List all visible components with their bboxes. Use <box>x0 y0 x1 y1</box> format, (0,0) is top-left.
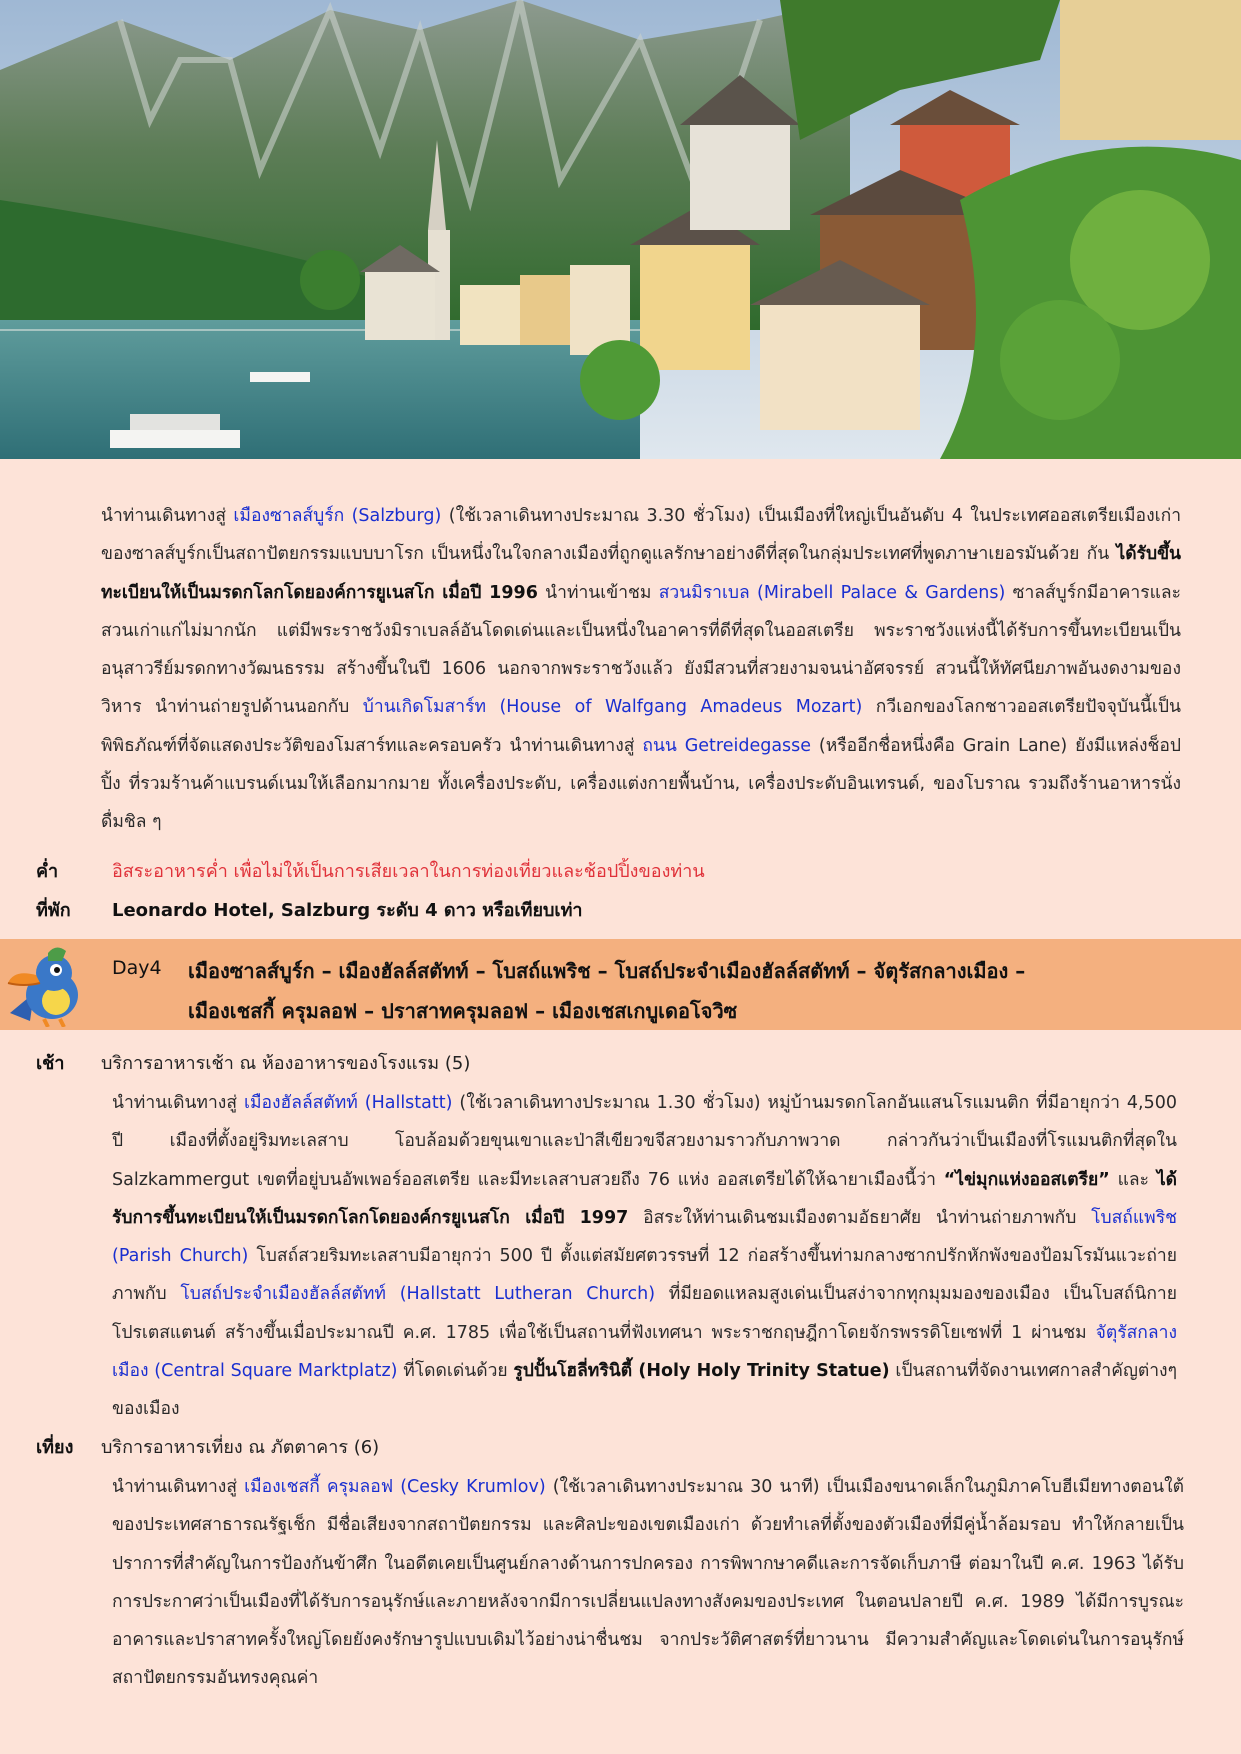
day4-title-line2: เมืองเชสกี้ ครุมลอฟ – ปราสาทครุมลอฟ – เมืองเชสเกบูเดอโจวิซ <box>188 999 738 1023</box>
bold-phrase: ได้รับขึ้นทะเบียนให้เป็นมรดกโลกโดยองค์การยูเนสโก เมื่อปี 1996 <box>101 544 1181 603</box>
breakfast-row <box>0 1046 1241 1082</box>
breakfast-label: เช้า <box>36 1053 65 1074</box>
text-run: โบสถ์สวยริมทะเลสาบมีอายุกว่า 500 ปี ตั้งแต่สมัยศตวรรษที่ 12 ก่อสร้างขึ้นท่ามกลางซากปรักหักพังของป้อมโรมันแวะถ่ายภาพกับ <box>112 1246 1177 1305</box>
salzburg-paragraph <box>101 497 1181 842</box>
day-number: Day4 <box>112 957 162 979</box>
day4-title <box>188 951 1208 1031</box>
text-run: นำท่านเดินทางสู่ <box>112 1093 244 1113</box>
hotel-label: ที่พัก <box>36 900 71 921</box>
lunch-row <box>0 1430 1241 1466</box>
place-name-highlight: บ้านเกิดโมสาร์ท (House of Walfgang Amadeus Mozart) <box>362 697 863 718</box>
place-name-highlight: เมืองซาลส์บูร์ก (Salzburg) <box>233 506 442 526</box>
dinner-row <box>0 854 1241 890</box>
bold-phrase: “ไข่มุกแห่งออสเตรีย” <box>943 1169 1110 1190</box>
text-run: นำท่านเข้าชม <box>537 582 659 603</box>
breakfast-text: บริการอาหารเช้า ณ ห้องอาหารของโรงแรม (5) <box>101 1053 471 1074</box>
text-run: เป็นสถานที่จัดงานเทศกาลสำคัญต่างๆของเมือง <box>112 1361 1177 1420</box>
text-run: นำท่านเดินทางสู่ <box>101 506 234 526</box>
dinner-text: อิสระอาหารค่ำ เพื่อไม่ให้เป็นการเสียเวลาในการท่องเที่ยวและช้อปปิ้งของท่าน <box>112 861 705 882</box>
text-run: กวีเอกของโลกชาวออสเตรียปัจจุบันนี้เป็นพิพิธภัณฑ์ที่จัดแสดงประวัติของโมสาร์ทและครอบครัว นำท่านเดินทางสู่ <box>101 697 1181 756</box>
place-name-highlight: สวนมิราเบล (Mirabell Palace & Gardens) <box>658 582 1006 603</box>
day4-title-line1: เมืองซาลส์บูร์ก – เมืองฮัลล์สตัทท์ – โบสถ์แพริช – โบสถ์ประจำเมืองฮัลล์สตัทท์ – จัตุรัสกลางเมือง – <box>188 959 1026 983</box>
place-name-highlight: โบสถ์ประจำเมืองฮัลล์สตัทท์ (Hallstatt Lutheran Church) <box>180 1284 656 1305</box>
bold-phrase: รูปปั้นโฮลี่ทรินิตี้ (Holy Holy Trinity Statue) <box>513 1361 890 1382</box>
place-name-highlight: จัตุรัสกลางเมือง (Central Square Marktplatz) <box>112 1322 1177 1382</box>
dinner-label: ค่ำ <box>36 861 59 882</box>
text-run: (หรืออีกชื่อหนึ่งคือ Grain Lane) ยังมีแหล่งช็อปปิ้ง ที่รวมร้านค้าแบรนด์เนมให้เลือกมากมาย ทั้งเครื่องประดับ, เครื่องแต่งกายพื้นบ้าน, เครื่องประดับอินเทรนด์, ของโบราณ รวมถึงร้านอาหารนั่งดื่มชิล ๆ <box>101 735 1181 833</box>
hero-photo-hallstatt <box>0 0 1241 459</box>
text-run: ซาลส์บูร์กมีอาคารและสวนเก่าแก่ไม่มากนัก แต่มีพระราชวังมิราเบลล์อันโดดเด่นและเป็นหนึ่งในอาคารที่ดีที่สุดในออสเตรีย พระราชวังแห่งนี้ได้รับการขึ้นทะเบียนเป็นอนุสาวรีย์มรดกทางวัฒนธรรม สร้างขึ้นในปี 1606 นอกจากพระราชวังแล้ว ยังมีสวนที่สวยงามจนน่าอัศจรรย์ สวนนี้ให้ทัศนียภาพอันงดงามของวิหาร นำท่านถ่ายรูปด้านนอกกับ <box>101 582 1181 718</box>
krumlov-paragraph <box>112 1468 1184 1698</box>
place-name-highlight: เมืองเชสกี้ ครุมลอฟ (Cesky Krumlov) <box>244 1477 546 1497</box>
text-run: ที่โดดเด่นด้วย <box>397 1361 514 1382</box>
text-run: ที่มียอดแหลมสูงเด่นเป็นสง่าจากทุกมุมมองของเมือง เป็นโบสถ์นิกายโปรเตสแตนต์ สร้างขึ้นเมื่อประมาณปี ค.ศ. 1785 เพื่อใช้เป็นสถานที่ฟังเทศนา พระราชกฤษฎีกาโดยจักรพรรดิโยเซฟที่ 1 ผ่านชม <box>112 1284 1178 1343</box>
text-run: (ใช้เวลาเดินทางประมาณ 1.30 ชั่วโมง) หมู่บ้านมรดกโลกอันแสนโรแมนติก ที่มีอายุกว่า 4,500 ปี เมืองที่ตั้งอยู่ริมทะเลสาบ โอบล้อมด้วยขุนเขาและป่าสีเขียวขจีสวยงามราวกับภาพวาด กล่าวกันว่าเป็นเมืองที่โรแมนติกที่สุดใน Salzkammergut เขตที่อยู่บนอัพเพอร์ออสเตรีย และมีทะเลสาบสวยถึง 76 แห่ง ออสเตรียได้ให้ฉายาเมืองนี้ว่า <box>112 1093 1177 1190</box>
place-name-highlight: ถนน Getreidegasse <box>642 735 812 756</box>
text-run: นำท่านเดินทางสู่ <box>112 1477 245 1497</box>
hotel-row <box>0 893 1241 929</box>
lunch-text: บริการอาหารเที่ยง ณ ภัตตาคาร (6) <box>101 1437 380 1458</box>
lunch-label: เที่ยง <box>36 1437 74 1458</box>
place-name-highlight: โบสถ์แพริช (Parish Church) <box>112 1207 1177 1267</box>
day4-banner <box>0 939 1241 1030</box>
text-run: (ใช้เวลาเดินทางประมาณ 3.30 ชั่วโมง) เป็นเมืองที่ใหญ่เป็นอันดับ 4 ในประเทศออสเตรียเมืองเก่าของซาลส์บูร์กเป็นสถาปัตยกรรมแบบบาโรก เป็นหนึ่งในใจกลางเมืองที่ถูกดูแลรักษาอย่างดีที่สุดในกลุ่มประเทศที่พูดภาษาเยอรมันด้วย กัน <box>101 506 1182 565</box>
hallstatt-paragraph <box>112 1084 1177 1429</box>
text-run: และ <box>1109 1169 1157 1190</box>
bold-phrase: ได้รับการขึ้นทะเบียนให้เป็นมรดกโลกโดยองค์กรยูเนสโก เมื่อปี 1997 <box>112 1169 1177 1228</box>
text-run: (ใช้เวลาเดินทางประมาณ 30 นาที) เป็นเมืองขนาดเล็กในภูมิภาคโบฮีเมียทางตอนใต้ของประเทศสาธารณรัฐเช็ก มีชื่อเสียงจากสถาปัตยกรรม และศิลปะของเขตเมืองเก่า ด้วยทำเลที่ตั้งของตัวเมืองที่มีคู่น้ำล้อมรอบ ทำให้กลายเป็นปราการที่สำคัญในการป้องกันข้าศึก ในอดีตเคยเป็นศูนย์กลางด้านการปกครอง การพิพากษาคดีและการจัดเก็บภาษี ต่อมาในปี ค.ศ. 1963 ได้รับการประกาศว่าเป็นเมืองที่ได้รับการอนุรักษ์และภายหลังจากมีการเปลี่ยนแปลงทางสังคมของประเทศ ในตอนปลายปี ค.ศ. 1989 ได้มีการบูรณะอาคารและปราสาทครั้งใหญ่โดยยังคงรักษารูปแบบเดิมไว้อย่างน่าชื่นชม จากประวัติศาสตร์ที่ยาวนาน มีความสำคัญและโดดเด่นในการอนุรักษ์สถาปัตยกรรมอันทรงคุณค่า <box>112 1477 1185 1689</box>
hotel-text: Leonardo Hotel, Salzburg ระดับ 4 ดาว หรือเทียบเท่า <box>112 900 583 921</box>
place-name-highlight: เมืองฮัลล์สตัทท์ (Hallstatt) <box>243 1093 453 1113</box>
text-run: อิสระให้ท่านเดินชมเมืองตามอัธยาศัย นำท่านถ่ายภาพกับ <box>628 1207 1092 1228</box>
toucan-mascot-icon <box>4 943 92 1027</box>
